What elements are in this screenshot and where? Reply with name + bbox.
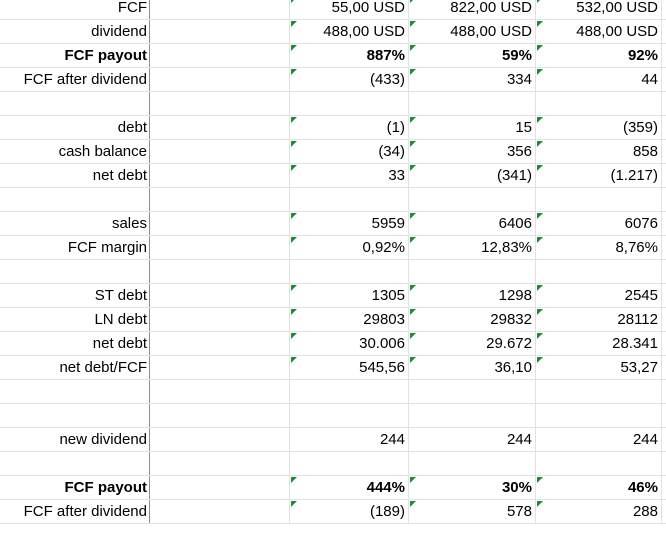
cell-value: 46% (627, 479, 658, 496)
error-indicator-icon[interactable] (537, 0, 543, 3)
table-cell[interactable] (409, 188, 536, 211)
table-cell[interactable] (409, 140, 536, 163)
error-indicator-icon[interactable] (537, 141, 543, 147)
error-indicator-icon[interactable] (291, 237, 297, 243)
row-label-cell[interactable]: FCF (0, 0, 150, 19)
table-row (0, 164, 666, 188)
table-cell[interactable] (290, 260, 409, 283)
error-indicator-icon[interactable] (537, 165, 543, 171)
table-row (0, 236, 666, 260)
table-cell[interactable] (536, 308, 662, 331)
table-cell[interactable] (409, 308, 536, 331)
table-cell[interactable] (536, 164, 662, 187)
table-cell[interactable] (536, 140, 662, 163)
cell-value: 53,27 (620, 359, 658, 376)
table-cell[interactable] (536, 20, 662, 43)
table-cell[interactable] (290, 116, 409, 139)
cell-value: 244 (632, 431, 658, 448)
table-cell[interactable] (150, 452, 290, 475)
table-cell[interactable] (409, 428, 536, 451)
error-indicator-icon[interactable] (291, 501, 297, 507)
error-indicator-icon[interactable] (537, 285, 543, 291)
table-cell[interactable] (150, 500, 290, 523)
table-cell[interactable] (290, 500, 409, 523)
table-cell[interactable] (536, 0, 662, 19)
table-cell[interactable] (536, 332, 662, 355)
table-row (0, 260, 666, 284)
table-cell[interactable] (409, 500, 536, 523)
table-row (0, 44, 666, 68)
table-cell[interactable] (409, 356, 536, 379)
cell-value: 334 (506, 71, 532, 88)
table-cell[interactable] (150, 332, 290, 355)
cell-value: 244 (379, 431, 405, 448)
table-cell[interactable] (290, 164, 409, 187)
table-cell[interactable] (536, 356, 662, 379)
error-indicator-icon[interactable] (291, 477, 297, 483)
table-cell[interactable] (409, 260, 536, 283)
error-indicator-icon[interactable] (410, 357, 416, 363)
cell-value: 8,76% (615, 239, 658, 256)
table-cell[interactable] (150, 236, 290, 259)
cell-value: (189) (369, 503, 405, 520)
table-cell[interactable] (290, 92, 409, 115)
cell-value: (1) (386, 119, 405, 136)
cell-value: 30% (501, 479, 532, 496)
table-row (0, 452, 666, 476)
error-indicator-icon[interactable] (537, 117, 543, 123)
error-indicator-icon[interactable] (410, 21, 416, 27)
cell-value: 0,92% (362, 239, 405, 256)
cell-value: 887% (366, 47, 405, 64)
cell-value: 1305 (371, 287, 405, 304)
table-cell[interactable] (409, 212, 536, 235)
row-label-cell[interactable]: FCF margin (0, 236, 150, 259)
cell-value: 30.006 (359, 335, 405, 352)
table-cell[interactable] (150, 380, 290, 403)
cell-value: 92% (627, 47, 658, 64)
error-indicator-icon[interactable] (291, 357, 297, 363)
cell-value: 29.672 (486, 335, 532, 352)
row-label-cell[interactable]: FCF payout (0, 44, 150, 67)
table-cell[interactable] (290, 476, 409, 499)
table-row (0, 140, 666, 164)
cell-value: 2545 (624, 287, 658, 304)
table-cell[interactable] (290, 284, 409, 307)
row-label-cell[interactable] (0, 188, 150, 211)
table-cell[interactable] (536, 92, 662, 115)
cell-value: 36,10 (494, 359, 532, 376)
error-indicator-icon[interactable] (410, 117, 416, 123)
table-row (0, 308, 666, 332)
table-row (0, 356, 666, 380)
table-cell[interactable] (290, 452, 409, 475)
error-indicator-icon[interactable] (537, 237, 543, 243)
error-indicator-icon[interactable] (410, 141, 416, 147)
table-cell[interactable] (536, 476, 662, 499)
table-cell[interactable] (409, 284, 536, 307)
table-cell[interactable] (409, 44, 536, 67)
table-row (0, 188, 666, 212)
cell-value: 488,00 USD (576, 23, 658, 40)
cell-value: 288 (632, 503, 658, 520)
cell-value: 488,00 USD (323, 23, 405, 40)
cell-value: 6076 (624, 215, 658, 232)
table-cell[interactable] (409, 404, 536, 427)
table-cell[interactable] (150, 404, 290, 427)
cell-value: 29803 (363, 311, 405, 328)
table-cell[interactable] (150, 476, 290, 499)
table-cell[interactable] (150, 44, 290, 67)
table-cell[interactable] (150, 92, 290, 115)
table-cell[interactable] (409, 332, 536, 355)
table-cell[interactable] (290, 68, 409, 91)
cell-value: 858 (632, 143, 658, 160)
error-indicator-icon[interactable] (291, 285, 297, 291)
error-indicator-icon[interactable] (291, 21, 297, 27)
table-cell[interactable] (150, 308, 290, 331)
table-cell[interactable] (290, 380, 409, 403)
cell-value: 244 (506, 431, 532, 448)
row-label-cell[interactable] (0, 380, 150, 403)
cell-value: 33 (388, 167, 405, 184)
table-cell[interactable] (290, 44, 409, 67)
table-cell[interactable] (290, 332, 409, 355)
row-label-cell[interactable]: ST debt (0, 284, 150, 307)
error-indicator-icon[interactable] (410, 0, 416, 3)
table-row (0, 476, 666, 500)
table-cell[interactable] (290, 212, 409, 235)
cell-value: 29832 (490, 311, 532, 328)
table-cell[interactable] (536, 500, 662, 523)
table-row (0, 404, 666, 428)
table-cell[interactable] (150, 0, 290, 19)
table-cell[interactable] (150, 212, 290, 235)
error-indicator-icon[interactable] (410, 69, 416, 75)
table-cell[interactable] (536, 404, 662, 427)
table-cell[interactable] (536, 428, 662, 451)
table-row (0, 0, 666, 20)
row-label-cell[interactable] (0, 260, 150, 283)
table-cell[interactable] (150, 260, 290, 283)
error-indicator-icon[interactable] (291, 0, 297, 3)
table-cell[interactable] (290, 356, 409, 379)
row-label-cell[interactable]: net debt (0, 332, 150, 355)
cell-value: 28112 (617, 311, 658, 328)
table-row (0, 428, 666, 452)
row-label-cell[interactable]: new dividend (0, 428, 150, 451)
error-indicator-icon[interactable] (537, 69, 543, 75)
table-row (0, 380, 666, 404)
error-indicator-icon[interactable] (291, 309, 297, 315)
cell-value: 822,00 USD (450, 0, 532, 16)
table-cell[interactable] (536, 212, 662, 235)
table-cell[interactable] (290, 188, 409, 211)
error-indicator-icon[interactable] (537, 501, 543, 507)
cell-value: 545,56 (359, 359, 405, 376)
table-row (0, 116, 666, 140)
table-cell[interactable] (290, 236, 409, 259)
error-indicator-icon[interactable] (410, 45, 416, 51)
error-indicator-icon[interactable] (537, 333, 543, 339)
table-cell[interactable] (536, 260, 662, 283)
error-indicator-icon[interactable] (410, 501, 416, 507)
error-indicator-icon[interactable] (537, 477, 543, 483)
table-cell[interactable] (290, 308, 409, 331)
error-indicator-icon[interactable] (291, 213, 297, 219)
cell-value: 15 (515, 119, 532, 136)
table-cell[interactable] (409, 0, 536, 19)
cell-value: 55,00 USD (331, 0, 405, 16)
error-indicator-icon[interactable] (291, 45, 297, 51)
table-row (0, 284, 666, 308)
row-label-cell[interactable]: cash balance (0, 140, 150, 163)
table-cell[interactable] (150, 140, 290, 163)
table-cell[interactable] (150, 20, 290, 43)
row-label-cell[interactable] (0, 92, 150, 115)
table-cell[interactable] (409, 68, 536, 91)
cell-value: (359) (622, 119, 658, 136)
cell-value: 6406 (498, 215, 532, 232)
row-label-cell[interactable]: net debt/FCF (0, 356, 150, 379)
error-indicator-icon[interactable] (537, 357, 543, 363)
table-row (0, 212, 666, 236)
table-cell[interactable] (536, 116, 662, 139)
table-row (0, 92, 666, 116)
row-label-cell[interactable]: FCF after dividend (0, 68, 150, 91)
table-cell[interactable] (150, 356, 290, 379)
cell-value: (1.217) (610, 167, 658, 184)
table-row (0, 68, 666, 92)
table-cell[interactable] (536, 380, 662, 403)
table-cell[interactable] (409, 20, 536, 43)
error-indicator-icon[interactable] (410, 309, 416, 315)
error-indicator-icon[interactable] (537, 213, 543, 219)
row-label-cell[interactable]: sales (0, 212, 150, 235)
row-label-cell[interactable]: LN debt (0, 308, 150, 331)
table-cell[interactable] (290, 404, 409, 427)
row-label-cell[interactable]: debt (0, 116, 150, 139)
error-indicator-icon[interactable] (291, 333, 297, 339)
cell-value: 488,00 USD (450, 23, 532, 40)
table-cell[interactable] (150, 116, 290, 139)
table-cell[interactable] (536, 44, 662, 67)
row-label-cell[interactable]: FCF payout (0, 476, 150, 499)
cell-value: (433) (369, 71, 405, 88)
table-cell[interactable] (409, 380, 536, 403)
error-indicator-icon[interactable] (410, 213, 416, 219)
error-indicator-icon[interactable] (410, 333, 416, 339)
table-cell[interactable] (536, 284, 662, 307)
error-indicator-icon[interactable] (537, 309, 543, 315)
cell-value: 1298 (498, 287, 532, 304)
table-cell[interactable] (150, 68, 290, 91)
table-row (0, 20, 666, 44)
table-cell[interactable] (150, 284, 290, 307)
error-indicator-icon[interactable] (291, 165, 297, 171)
cell-value: 444% (366, 479, 405, 496)
table-row (0, 500, 666, 524)
cell-value: 532,00 USD (576, 0, 658, 16)
cell-value: (34) (378, 143, 405, 160)
row-label-cell[interactable] (0, 452, 150, 475)
row-label-cell[interactable]: FCF after dividend (0, 500, 150, 523)
error-indicator-icon[interactable] (291, 141, 297, 147)
row-label-cell[interactable]: dividend (0, 20, 150, 43)
error-indicator-icon[interactable] (410, 285, 416, 291)
cell-value: 12,83% (481, 239, 532, 256)
table-cell[interactable] (290, 0, 409, 19)
table-cell[interactable] (536, 236, 662, 259)
table-cell[interactable] (409, 476, 536, 499)
cell-value: 5959 (371, 215, 405, 232)
error-indicator-icon[interactable] (410, 165, 416, 171)
table-cell[interactable] (409, 236, 536, 259)
table-cell[interactable] (536, 452, 662, 475)
error-indicator-icon[interactable] (537, 21, 543, 27)
row-label-cell[interactable] (0, 404, 150, 427)
table-cell[interactable] (409, 92, 536, 115)
cell-value: 578 (506, 503, 532, 520)
cell-value: 59% (501, 47, 532, 64)
table-cell[interactable] (536, 188, 662, 211)
cell-value: 44 (641, 71, 658, 88)
cell-value: 356 (506, 143, 532, 160)
row-label-cell[interactable]: net debt (0, 164, 150, 187)
error-indicator-icon[interactable] (291, 69, 297, 75)
error-indicator-icon[interactable] (537, 45, 543, 51)
table-cell[interactable] (290, 428, 409, 451)
table-row (0, 332, 666, 356)
table-cell[interactable] (150, 164, 290, 187)
table-cell[interactable] (290, 140, 409, 163)
table-cell[interactable] (290, 20, 409, 43)
error-indicator-icon[interactable] (410, 477, 416, 483)
cell-value: 28.341 (612, 335, 658, 352)
table-cell[interactable] (536, 68, 662, 91)
cell-value: (341) (496, 167, 532, 184)
table-cell[interactable] (409, 452, 536, 475)
table-cell[interactable] (150, 428, 290, 451)
error-indicator-icon[interactable] (291, 117, 297, 123)
table-cell[interactable] (409, 164, 536, 187)
error-indicator-icon[interactable] (410, 237, 416, 243)
table-cell[interactable] (150, 188, 290, 211)
table-cell[interactable] (409, 116, 536, 139)
